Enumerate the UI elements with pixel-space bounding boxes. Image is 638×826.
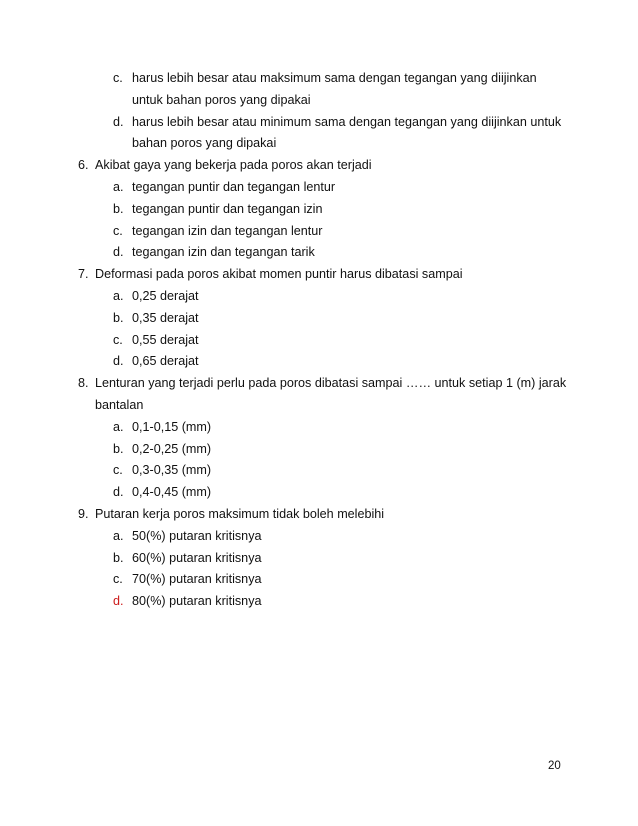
option-item: [78, 242, 578, 264]
question-number: 6.: [78, 158, 89, 173]
option-marker: a.: [113, 179, 124, 194]
option-item: [78, 417, 578, 439]
question-text: Akibat gaya yang bekerja pada poros akan terjadi: [95, 158, 372, 173]
option-text: 70(%) putaran kritisnya: [132, 572, 262, 587]
option-c-carryover-continued: [78, 90, 578, 112]
option-text: tegangan puntir dan tegangan lentur: [132, 179, 336, 194]
option-marker: d.: [113, 114, 124, 129]
question-6: [78, 155, 578, 177]
option-text: bahan poros yang dipakai: [132, 136, 277, 151]
option-text: 0,25 derajat: [132, 288, 199, 303]
answer-option-marker: d.: [113, 594, 124, 609]
option-item: [78, 460, 578, 482]
option-marker: c.: [113, 463, 123, 478]
option-item: [78, 308, 578, 330]
option-d-carryover: [78, 112, 578, 134]
question-number: 7.: [78, 267, 89, 282]
option-marker: d.: [113, 485, 124, 500]
option-marker: c.: [113, 572, 123, 587]
option-item: [78, 548, 578, 570]
option-item: [78, 330, 578, 352]
option-item: [78, 199, 578, 221]
question-number: 9.: [78, 506, 89, 521]
option-text: 0,55 derajat: [132, 332, 199, 347]
option-text: harus lebih besar atau minimum sama dengan tegangan yang diijinkan untuk: [132, 114, 562, 129]
option-marker: c.: [113, 223, 123, 238]
option-text: 0,35 derajat: [132, 310, 199, 325]
option-item-answer: [78, 591, 578, 613]
option-marker: a.: [113, 528, 124, 543]
question-text: Lenturan yang terjadi perlu pada poros dibatasi sampai …… untuk setiap 1 (m) jarak: [95, 376, 567, 391]
option-marker: d.: [113, 245, 124, 260]
question-text: Putaran kerja poros maksimum tidak boleh melebihi: [95, 506, 385, 521]
option-text: tegangan izin dan tegangan tarik: [132, 245, 315, 260]
option-text: 0,3-0,35 (mm): [132, 463, 212, 478]
option-text: 0,2-0,25 (mm): [132, 441, 212, 456]
option-c-carryover: [78, 68, 578, 90]
option-marker: d.: [113, 354, 124, 369]
question-number: 8.: [78, 376, 89, 391]
option-marker: a.: [113, 288, 124, 303]
option-text: 0,65 derajat: [132, 354, 199, 369]
question-9: [78, 504, 578, 526]
option-item: [78, 221, 578, 243]
question-7: [78, 264, 578, 286]
question-8: [78, 373, 578, 395]
question-8-continued: [78, 395, 578, 417]
option-text: 60(%) putaran kritisnya: [132, 550, 262, 565]
question-text: bantalan: [95, 397, 144, 412]
option-d-carryover-continued: [78, 133, 578, 155]
option-text: untuk bahan poros yang dipakai: [132, 92, 311, 107]
option-item: [78, 569, 578, 591]
question-list: [78, 68, 578, 613]
option-text: harus lebih besar atau maksimum sama dengan tegangan yang diijinkan: [132, 71, 537, 85]
option-marker: b.: [113, 441, 124, 456]
page-number: 20: [548, 760, 561, 772]
option-marker: b.: [113, 550, 124, 565]
option-text: 80(%) putaran kritisnya: [132, 594, 262, 609]
option-text: tegangan izin dan tegangan lentur: [132, 223, 323, 238]
question-text: Deformasi pada poros akibat momen puntir harus dibatasi sampai: [95, 267, 463, 282]
option-text: tegangan puntir dan tegangan izin: [132, 201, 323, 216]
option-item: [78, 482, 578, 504]
option-item: [78, 526, 578, 548]
option-text: 0,4-0,45 (mm): [132, 485, 212, 500]
option-marker: a.: [113, 419, 124, 434]
option-text: 50(%) putaran kritisnya: [132, 528, 262, 543]
option-item: [78, 351, 578, 373]
option-marker: b.: [113, 201, 124, 216]
option-item: [78, 286, 578, 308]
option-text: 0,1-0,15 (mm): [132, 419, 212, 434]
option-marker: b.: [113, 310, 124, 325]
option-item: [78, 177, 578, 199]
option-item: [78, 439, 578, 461]
option-marker: c.: [113, 332, 123, 347]
option-marker: c.: [113, 71, 123, 85]
